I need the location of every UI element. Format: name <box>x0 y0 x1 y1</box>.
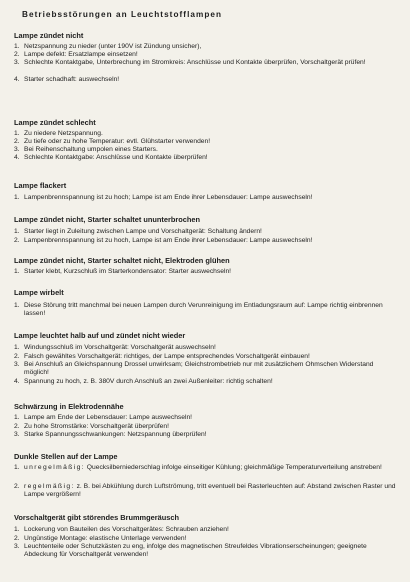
item-number: 2. <box>14 483 20 490</box>
item-text: Lampenbrennspannung ist zu hoch, Lampe ist am Ende ihrer Lebensdauer: Lampe auswechseln! <box>24 237 313 244</box>
section-heading: Schwärzung in Elektrodennähe <box>14 402 124 411</box>
section-heading: Lampe leuchtet halb auf und zündet nicht wieder <box>14 331 186 340</box>
item-text: Lampe am Ende der Lebensdauer: Lampe auswechseln! <box>24 414 193 421</box>
item-keyword: unregelmäßig: <box>24 464 85 471</box>
item-keyword: regelmäßig: <box>24 483 75 490</box>
section-heading: Lampe zündet nicht, Starter schaltet nicht, Elektroden glühen <box>14 256 230 265</box>
section-heading: Lampe zündet schlecht <box>14 118 96 127</box>
section-heading: Lampe zündet nicht <box>14 31 84 40</box>
item-number: 1. <box>14 268 20 275</box>
item-number: 2. <box>14 423 20 430</box>
item-number: 1. <box>14 414 20 421</box>
item-number: 2. <box>14 138 20 145</box>
item-text: Netzspannung zu nieder (unter 190V ist Zündung unsicher), <box>24 43 202 50</box>
item-number: 3. <box>14 361 20 368</box>
item-text: Zu niedere Netzspannung. <box>24 130 103 137</box>
item-text <box>24 464 398 472</box>
item-number: 1. <box>14 130 20 137</box>
item-number: 4. <box>14 76 20 83</box>
item-text: Falsch gewähltes Vorschaltgerät: richtiges, der Lampe entsprechendes Vorschaltgerät einbauen! <box>24 353 310 360</box>
item-number: 2. <box>14 51 20 58</box>
item-number: 1. <box>14 194 20 201</box>
item-text: Spannung zu hoch, z. B. 380V durch Anschluß an zwei Außenleiter: richtig schalten! <box>24 378 273 385</box>
item-text: Ungünstige Montage: elastische Unterlage verwenden! <box>24 535 187 542</box>
item-text: Lampe defekt: Ersatzlampe einsetzen! <box>24 51 138 58</box>
section-heading: Vorschaltgerät gibt störendes Brummgeräusch <box>14 513 179 522</box>
section-heading: Lampe zündet nicht, Starter schaltet ununterbrochen <box>14 215 201 224</box>
item-text <box>24 483 398 499</box>
item-text: Zu hohe Stromstärke: Vorschaltgerät überprüfen! <box>24 423 169 430</box>
item-number: 1. <box>14 302 20 309</box>
section-heading: Lampe wirbelt <box>14 288 64 297</box>
item-text: Leuchtenteile oder Schutzkästen zu eng, infolge des magnetischen Streufeldes Vibrationserscheinungen; geeignete Abdeckung für Vorschaltgerät verwenden! <box>24 543 367 559</box>
item-text: Starke Spannungsschwankungen: Netzspannung überprüfen! <box>24 431 207 438</box>
item-number: 4. <box>14 154 20 161</box>
item-number: 2. <box>14 237 20 244</box>
section-heading: Dunkle Stellen auf der Lampe <box>14 452 118 461</box>
item-number: 2. <box>14 535 20 542</box>
item-number: 3. <box>14 543 20 550</box>
item-text: Bei Reihenschaltung umpolen eines Starters. <box>24 146 158 153</box>
item-text: Starter klebt, Kurzschluß im Starterkondensator: Starter auswechseln! <box>24 268 232 275</box>
item-text: Lockerung von Bauteilen des Vorschaltgerätes: Schrauben anziehen! <box>24 526 229 533</box>
item-text: Schlechte Kontaktgabe: Anschlüsse und Kontakte überprüfen! <box>24 154 208 161</box>
item-text: Bei Anschluß an Gleichspannung Drossel unwirksam; Gleichstrombetrieb nur mit zusätzlichem Ohmschen Widerstand möglich! <box>24 361 374 377</box>
item-text: Zu tiefe oder zu hohe Temperatur: evtl. Glühstarter verwenden! <box>24 138 211 145</box>
item-number: 2. <box>14 353 20 360</box>
item-number: 1. <box>14 526 20 533</box>
item-text: Windungsschluß im Vorschaltgerät: Vorschaltgerät auswechseln! <box>24 344 216 351</box>
item-number: 1. <box>14 344 20 351</box>
item-description: Quecksilberniederschlag infolge einseitiger Kühlung; gleichmäßige Temperaturverteilung anstreben! <box>84 464 382 471</box>
item-number: 3. <box>14 146 20 153</box>
item-number: 1. <box>14 228 20 235</box>
item-number: 3. <box>14 59 20 66</box>
item-number: 1. <box>14 464 20 471</box>
item-text: Starter liegt in Zuleitung zwischen Lampe und Vorschaltgerät: Schaltung ändern! <box>24 228 262 235</box>
document-title: Betriebsstörungen an Leuchtstofflampen <box>22 10 223 19</box>
item-text: Lampenbrennspannung ist zu hoch; Lampe ist am Ende ihrer Lebensdauer: Lampe auswechseln! <box>24 194 313 201</box>
item-number: 3. <box>14 431 20 438</box>
item-text: Starter schadhaft: auswechseln! <box>24 76 120 83</box>
item-text: Schlechte Kontaktgabe, Unterbrechung im Stromkreis: Anschlüsse und Kontakte überprüfen, Vorschaltgerät prüfen! <box>24 59 366 66</box>
item-number: 1. <box>14 43 20 50</box>
section-heading: Lampe flackert <box>14 181 67 190</box>
item-number: 4. <box>14 378 20 385</box>
item-text: Diese Störung tritt manchmal bei neuen Lampen durch Verunreinigung im Entladungsraum auf: Lampe richtig einbrennen lassen! <box>24 302 383 318</box>
item-description: z. B. bei Abkühlung durch Luftströmung, tritt eventuell bei Rasterleuchten auf: Abstand zwischen Raster und Lampe vergrößern! <box>24 483 396 499</box>
